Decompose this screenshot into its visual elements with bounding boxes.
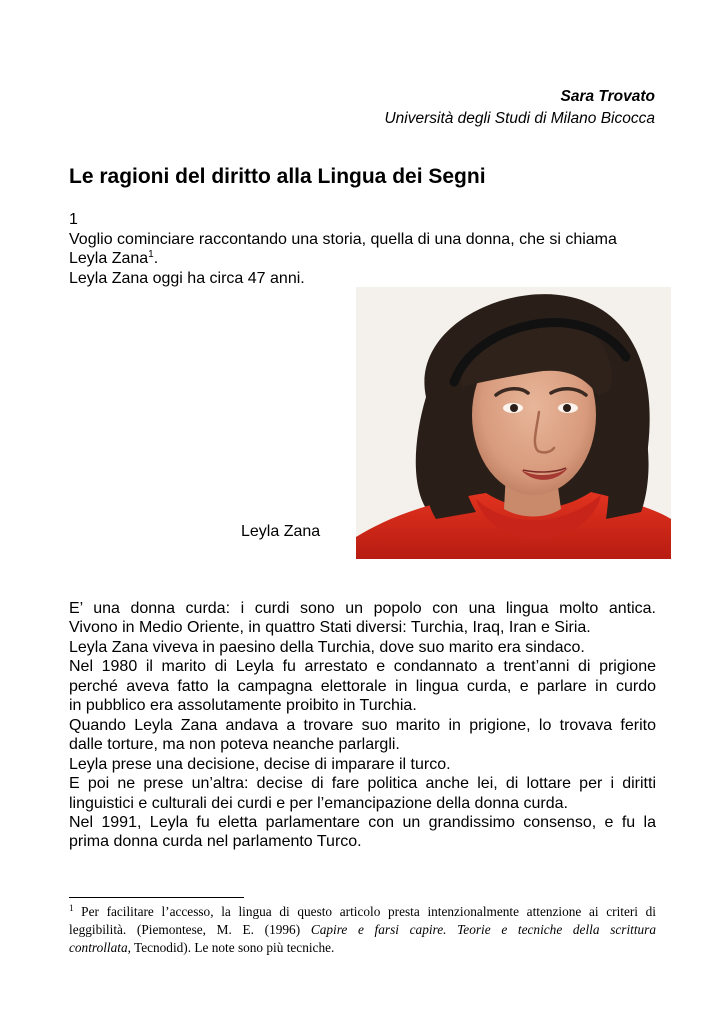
body-line: perché aveva fatto la campagna elettorale in lingua curda, e parlare in curdo (69, 677, 656, 695)
footnote-reference[interactable]: 1 (148, 249, 154, 260)
intro-line: Voglio cominciare raccontando una storia, quella di una donna, che si chiama (69, 230, 617, 248)
photo-caption: Leyla Zana (241, 523, 321, 540)
body-line: E’ una donna curda: i curdi sono un popolo con una lingua molto antica. (69, 600, 656, 617)
footnote-marker: 1 (69, 903, 74, 913)
body-line: linguistici e culturali dei curdi e per l’emancipazione della donna curda. (69, 794, 568, 812)
author-name: Sara Trovato (560, 88, 655, 105)
body-line: Nel 1980 il marito di Leyla fu arrestato e condannato a trent’anni di prigione (69, 658, 656, 676)
section-number: 1 (69, 211, 78, 228)
intro-name: Leyla Zana (69, 250, 149, 267)
footnote-line (69, 903, 656, 921)
footnote-book-title-end: controllata (69, 940, 128, 956)
body-paragraph (69, 599, 656, 852)
portrait-illustration (356, 287, 671, 559)
intro-line: Leyla Zana oggi ha circa 47 anni. (69, 269, 305, 287)
body-line: in pubblico era assolutamente proibito in Turchia. (69, 697, 417, 715)
intro-period: . (153, 250, 159, 267)
footnote-text: , Tecnodid). Le note sono più tecniche. (127, 940, 335, 956)
footnote (69, 903, 656, 958)
footnote-text: Per facilitare l’accesso, la lingua di questo articolo presta intenzionalmente attenzione ai criteri di (81, 904, 656, 919)
footnote-line (69, 939, 656, 957)
intro-paragraph (69, 210, 659, 288)
body-line: Quando Leyla Zana andava a trovare suo marito in prigione, lo trovava ferito (69, 716, 656, 734)
footnote-line (69, 921, 656, 939)
footnote-text: leggibilità. (Piemontese, M. E. (1996) (69, 922, 301, 938)
footnote-book-title: Capire e farsi capire. Teorie e tecniche della scrittura (310, 922, 656, 938)
footnote-separator (69, 897, 244, 898)
body-line: Leyla prese una decisione, decise di imparare il turco. (69, 755, 451, 773)
author-block (384, 86, 655, 130)
body-line: Nel 1991, Leyla fu eletta parlamentare con un grandissimo consenso, e fu la (69, 813, 656, 831)
body-line: Vivono in Medio Oriente, in quattro Stati diversi: Turchia, Iraq, Iran e Siria. (69, 619, 591, 637)
intro-line (69, 249, 659, 269)
body-line: E poi ne prese un’altra: decise di fare politica anche lei, di lottare per i diritti (69, 775, 656, 793)
body-line: Leyla Zana viveva in paesino della Turchia, dove suo marito era sindaco. (69, 638, 585, 656)
body-line: dalle torture, ma non poteva neanche parlargli. (69, 736, 400, 754)
portrait-photo (356, 287, 671, 559)
page-title: Le ragioni del diritto alla Lingua dei Segni (69, 165, 486, 188)
author-affiliation: Università degli Studi di Milano Bicocca (384, 110, 655, 127)
body-line: prima donna curda nel parlamento Turco. (69, 833, 362, 851)
